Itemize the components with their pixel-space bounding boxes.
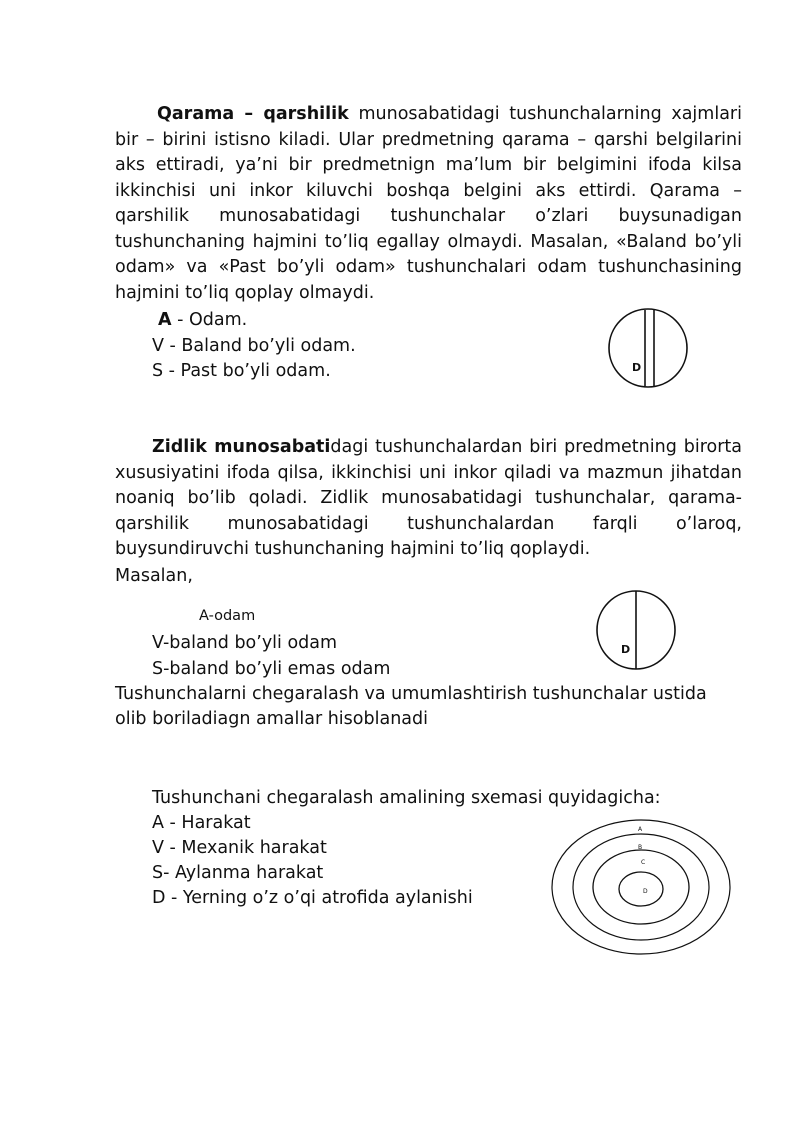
list-item-a: A - Harakat [152,813,251,833]
item-text: - Odam. [171,310,248,330]
ellipse-a [552,820,730,954]
list-item-s: S - Past bo’yli odam. [152,361,331,381]
note-line-2: olib boriladiagn amallar hisoblanadi [115,709,428,729]
note-line-1: Tushunchalarni chegaralash va umumlashtirish tushunchalar ustida [115,684,707,704]
list-item-v: V - Mexanik harakat [152,838,327,858]
item-letter: A [158,310,172,330]
diagram-label-c: C [641,859,646,866]
ellipse-d [619,872,663,906]
list-item-s: S- Aylanma harakat [152,863,324,883]
diagram-label-d: D [621,643,631,656]
term-zidlik: Zidlik munosabati [152,437,331,457]
list-item-s: S-baland bo’yli emas odam [152,659,391,679]
term-qarama-qarshilik: Qarama – qarshilik [157,104,349,124]
diagram-label-d: D [632,361,642,374]
paragraph-text: munosabatidagi tushunchalarning xajmlari bir – birini istisno kiladi. Ular predmetning qarama – qarshi belgilarini aks ettiradi, ya’ni bir predmetnign ma’lum bir belgimini ifoda kilsa ikkinchisi uni inkor kiluvchi boshqa belgini aks ettirdi. Qarama – qarshilik munosabatidagi tushunchalar o’zlari buysunadigan tushunchaning hajmini to’liq egallay olmaydi. Masalan, «Baland bo’yli odam» va «Past bo’yli odam» tushunchalari odam tushunchasining hajmini to’liq qoplay olmaydi. [115,104,742,303]
masalan-label: Masalan, [115,566,193,586]
section3-intro: Tushunchani chegaralash amalining sxemasi quyidagicha: [152,788,661,808]
list-item-v: V - Baland bo’yli odam. [152,336,356,356]
diagram-label-b: B [638,844,643,851]
list-item-d: D - Yerning o’z o’qi atrofida aylanishi [152,888,473,908]
diagram-label-d: D [643,888,648,895]
list-item-v: V-baland bo’yli odam [152,633,338,653]
paragraph-text: dagi tushunchalardan biri predmetning birorta xususiyatini ifoda qilsa, ikkinchisi uni inkor qiladi va mazmun jihatdan noaniq bo’lib qoladi. Zidlik munosabatidagi tushunchalar, qarama-qarshilik munosabatidagi tushunchalardan farqli o’laroq, buysundiruvchi tushunchaning hajmini to’liq qoplaydi. [115,437,742,559]
list-item-a: A-odam [199,608,256,624]
diagram-label-a: A [638,826,643,833]
